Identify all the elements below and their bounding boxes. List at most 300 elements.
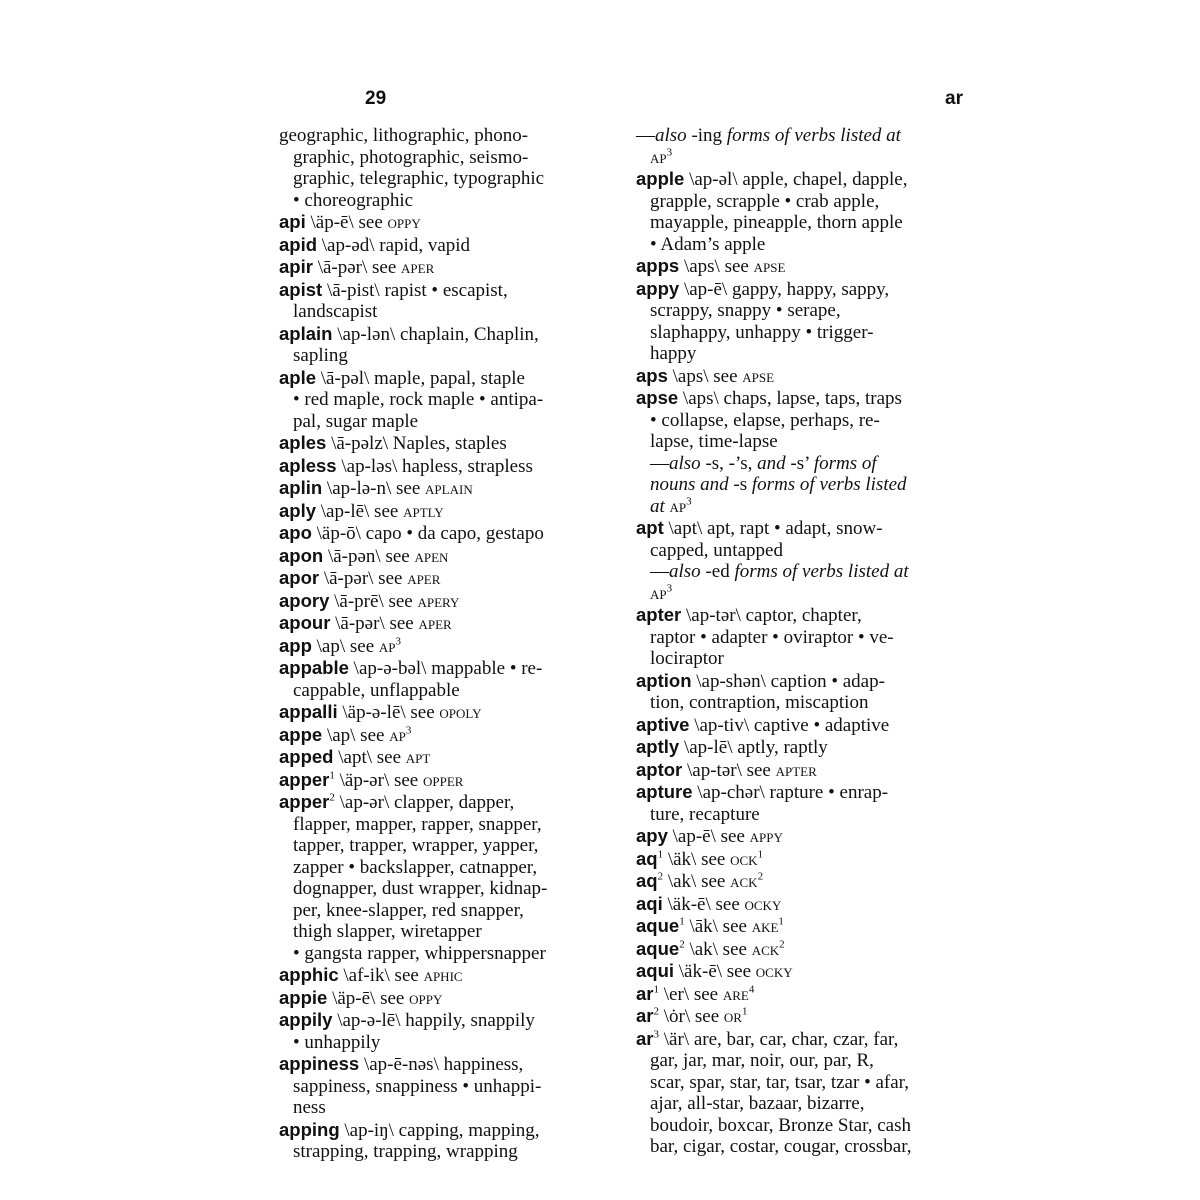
- headword: aplain: [279, 322, 333, 344]
- entry-text: • Adam’s apple: [650, 233, 766, 255]
- dictionary-entry: [279, 125, 619, 211]
- entry-line: [279, 680, 619, 702]
- headword: apps: [636, 255, 680, 276]
- cross-reference: aper: [407, 568, 441, 589]
- entry-line: [279, 256, 619, 279]
- entry-text: \ā-pər\ see: [312, 257, 402, 278]
- entry-text: —: [636, 125, 655, 146]
- headword: apour: [279, 612, 331, 633]
- entry-line: [279, 345, 619, 367]
- cross-reference: aplain: [425, 478, 473, 499]
- entry-line: [636, 627, 976, 649]
- dictionary-entry: [636, 825, 976, 848]
- entry-line: [279, 1032, 619, 1054]
- entry-text: —: [650, 561, 669, 582]
- dictionary-entry: [279, 234, 619, 257]
- entry-line: [636, 781, 976, 804]
- dictionary-entry: [279, 612, 619, 635]
- entry-line: [636, 343, 976, 365]
- headword: aptive: [636, 713, 690, 735]
- entry-line: [636, 365, 976, 388]
- headword: aqui: [636, 960, 675, 981]
- entry-text: \ap-əl\ apple, chapel, dapple,: [684, 169, 908, 190]
- cross-reference: apen: [414, 545, 449, 567]
- entry-text: -s: [728, 474, 752, 495]
- entry-line: [636, 960, 976, 983]
- entry-line: [636, 387, 976, 410]
- entry-text: landscapist: [293, 301, 378, 322]
- entry-text: zapper • backslapper, catnapper,: [293, 856, 538, 878]
- entry-text: -ing: [686, 125, 727, 146]
- dictionary-entry: [636, 255, 976, 278]
- dictionary-entry: [636, 604, 976, 670]
- entry-line: [279, 746, 619, 769]
- cross-reference: are: [722, 983, 749, 1005]
- entry-text: \äp-ō\ capo • da capo, gestapo: [311, 523, 544, 544]
- entry-line: [279, 590, 619, 613]
- entry-line: [279, 878, 619, 900]
- entry-text: \er\ see: [659, 983, 723, 1005]
- dictionary-entry: [279, 323, 619, 367]
- entry-line: [279, 635, 619, 658]
- headword: aple: [279, 366, 317, 388]
- dictionary-entry: [636, 893, 976, 916]
- cross-reference: oppy: [387, 212, 421, 233]
- dictionary-entry: [279, 211, 619, 234]
- entry-text: \ā-pər\ see: [319, 568, 408, 589]
- headword: apt: [636, 517, 664, 538]
- homograph-number: 3: [686, 495, 692, 508]
- homograph-number: 3: [666, 146, 673, 159]
- headword: api: [279, 211, 306, 232]
- headword: appe: [279, 723, 323, 745]
- entry-text: boudoir, boxcar, Bronze Star, cash: [650, 1114, 911, 1136]
- entry-text: \ap-tər\ see: [682, 759, 776, 781]
- italic-note: also: [669, 452, 701, 474]
- entry-line: [636, 496, 976, 518]
- entry-line: [279, 657, 619, 680]
- italic-note: also: [669, 561, 701, 582]
- headword: aqi: [636, 892, 663, 914]
- italic-note: forms of: [813, 452, 877, 474]
- headword: apor: [279, 567, 320, 588]
- entry-text: ajar, all-star, bazaar, bizarre,: [650, 1093, 865, 1114]
- cross-reference: or: [723, 1006, 742, 1027]
- homograph-number: 1: [657, 848, 664, 861]
- entry-line: [636, 191, 976, 213]
- cross-reference: opper: [422, 769, 464, 791]
- entry-line: [636, 147, 976, 169]
- headword: appalli: [279, 701, 338, 722]
- entry-text: -ed: [700, 561, 735, 582]
- entry-line: [636, 474, 976, 496]
- entry-line: [279, 279, 619, 302]
- dictionary-entry: [636, 670, 976, 714]
- homograph-number: 1: [653, 983, 659, 996]
- homograph-number: 1: [329, 769, 335, 782]
- cross-reference: ap: [669, 495, 687, 517]
- homograph-number: 3: [405, 724, 412, 737]
- entry-line: [636, 759, 976, 782]
- dictionary-entry: [636, 1028, 976, 1158]
- headword: apse: [636, 387, 679, 408]
- entry-line: [636, 540, 976, 562]
- entry-text: \aps\ see: [679, 256, 754, 277]
- entry-text: \ap-lən\ chaplain, Chaplin,: [332, 323, 539, 345]
- headword: aque: [636, 937, 680, 959]
- entry-text: \aps\ chaps, lapse, taps, traps: [678, 388, 902, 409]
- headword: apon: [279, 544, 324, 566]
- entry-text: —: [650, 452, 669, 474]
- entry-line: [279, 769, 619, 792]
- dictionary-entry: [279, 746, 619, 769]
- entry-text: \ap\ see: [311, 635, 379, 657]
- dictionary-entry: [636, 848, 976, 871]
- dictionary-entry: [279, 279, 619, 323]
- entry-line: [279, 921, 619, 943]
- entry-text: \ap-chər\ rapture • enrap-: [692, 782, 889, 803]
- cross-reference: ap: [650, 146, 667, 168]
- entry-line: [636, 870, 976, 893]
- dictionary-entry: [279, 477, 619, 500]
- entry-text: strapping, trapping, wrapping: [293, 1141, 518, 1162]
- entry-text: \apt\ see: [333, 747, 406, 768]
- headword: appable: [279, 657, 349, 678]
- right-column: [636, 125, 976, 1158]
- entry-text: \äp-ē\ see: [305, 212, 388, 233]
- page-number: 29: [365, 88, 387, 109]
- guide-word: ar: [945, 88, 963, 109]
- entry-text: \ap\ see: [322, 724, 390, 746]
- entry-text: \ā-pəlz\ Naples, staples: [326, 433, 507, 454]
- entry-text: sappiness, snappiness • unhappi-: [293, 1075, 542, 1097]
- entry-text: per, knee-slapper, red snapper,: [293, 899, 524, 921]
- entry-line: [636, 1005, 976, 1028]
- homograph-number: 1: [778, 915, 784, 928]
- cross-reference: aphic: [423, 965, 463, 986]
- entry-line: [279, 190, 619, 212]
- headword: aq: [636, 847, 658, 869]
- cross-reference: ap: [389, 724, 406, 746]
- entry-text: bar, cigar, costar, cougar, crossbar,: [650, 1136, 912, 1157]
- cross-reference: ocky: [744, 893, 782, 915]
- headword: aps: [636, 364, 668, 386]
- cross-reference: aptly: [403, 500, 444, 522]
- homograph-number: 2: [679, 938, 685, 951]
- entry-line: [636, 561, 976, 583]
- italic-note: also: [655, 125, 687, 146]
- entry-text: \äk-ē\ see: [662, 893, 745, 915]
- entry-line: [279, 125, 619, 147]
- headword: app: [279, 634, 312, 656]
- entry-line: [636, 848, 976, 871]
- entry-line: [636, 168, 976, 191]
- cross-reference: ack: [751, 938, 780, 960]
- entry-text: • unhappily: [293, 1031, 381, 1053]
- homograph-number: 4: [748, 983, 755, 996]
- dictionary-entry: [279, 635, 619, 658]
- left-column: [279, 125, 619, 1163]
- headword: ar: [636, 1027, 654, 1049]
- dictionary-entry: [636, 781, 976, 825]
- headword: apper: [279, 791, 330, 812]
- dictionary-entry: [636, 915, 976, 938]
- entry-text: \ap-ər\ clapper, dapper,: [334, 792, 515, 813]
- entry-line: [279, 1076, 619, 1098]
- entry-line: [636, 1136, 976, 1158]
- cross-reference: apery: [417, 590, 460, 612]
- headword: aples: [279, 432, 327, 453]
- dictionary-entry: [279, 522, 619, 545]
- entry-text: \ā-pən\ see: [323, 545, 415, 567]
- headword: aption: [636, 669, 692, 691]
- entry-text: ness: [293, 1097, 326, 1118]
- entry-line: [636, 234, 976, 256]
- dictionary-entry: [636, 517, 976, 604]
- headword: apy: [636, 825, 668, 846]
- entry-line: [279, 211, 619, 234]
- headword: apphic: [279, 964, 339, 985]
- dictionary-entry: [279, 500, 619, 523]
- entry-text: grapple, scrapple • crab apple,: [650, 190, 880, 212]
- entry-line: [636, 410, 976, 432]
- cross-reference: oppy: [409, 987, 443, 1009]
- dictionary-entry: [279, 701, 619, 724]
- dictionary-entry: [636, 278, 976, 365]
- entry-line: [279, 323, 619, 346]
- entry-line: [279, 857, 619, 879]
- entry-text: geographic, lithographic, phono-: [279, 125, 529, 146]
- headword: apter: [636, 604, 682, 625]
- dictionary-entry: [279, 455, 619, 478]
- entry-line: [279, 301, 619, 323]
- dictionary-entry: [636, 759, 976, 782]
- entry-line: [279, 943, 619, 965]
- cross-reference: aper: [418, 613, 452, 634]
- cross-reference: ap: [378, 635, 396, 657]
- entry-text: • choreographic: [293, 189, 414, 211]
- italic-note: nouns and: [650, 474, 729, 495]
- dictionary-entry: [279, 1053, 619, 1119]
- italic-note: forms of verbs listed at: [734, 561, 909, 582]
- headword: apped: [279, 746, 334, 767]
- entry-text: scar, spar, star, tar, tsar, tzar • afar,: [650, 1071, 909, 1093]
- entry-line: [279, 1119, 619, 1142]
- cross-reference: apse: [742, 365, 775, 387]
- dictionary-entry: [636, 387, 976, 517]
- entry-text: tapper, trapper, wrapper, yapper,: [293, 835, 539, 856]
- homograph-number: 2: [653, 1005, 659, 1018]
- entry-line: [279, 1141, 619, 1163]
- entry-line: [636, 893, 976, 916]
- entry-text: raptor • adapter • oviraptor • ve-: [650, 626, 894, 648]
- entry-text: \ȯr\ see: [659, 1006, 724, 1027]
- italic-note: at: [650, 495, 670, 517]
- homograph-number: 1: [757, 848, 764, 861]
- entry-line: [636, 1050, 976, 1072]
- entry-line: [636, 804, 976, 826]
- italic-note: forms of verbs listed: [751, 474, 907, 495]
- dictionary-entry: [279, 769, 619, 792]
- entry-text: \ap-lē\ see: [316, 500, 404, 522]
- entry-text: • gangsta rapper, whippersnapper: [293, 942, 546, 964]
- cross-reference: opoly: [439, 702, 482, 723]
- entry-text: lapse, time-lapse: [650, 431, 778, 452]
- entry-text: \ap-lə-n\ see: [322, 478, 426, 499]
- headword: apir: [279, 256, 313, 277]
- homograph-number: 2: [657, 870, 664, 883]
- dictionary-entry: [636, 365, 976, 388]
- entry-text: graphic, telegraphic, typographic: [293, 168, 545, 189]
- entry-line: [279, 612, 619, 635]
- entry-text: slaphappy, unhappy • trigger-: [650, 321, 874, 343]
- entry-text: \ā-pər\ see: [330, 613, 419, 634]
- entry-text: \äk-ē\ see: [674, 961, 756, 982]
- headword: aque: [636, 915, 680, 936]
- entry-line: [279, 567, 619, 590]
- entry-line: [279, 701, 619, 724]
- entry-text: \af-ik\ see: [338, 965, 424, 986]
- headword: ar: [636, 1005, 654, 1026]
- entry-text: \äp-ə-lē\ see: [337, 702, 440, 723]
- entry-text: \ap-tiv\ captive • adaptive: [689, 714, 890, 736]
- headword: apist: [279, 278, 323, 300]
- entry-text: mayapple, pineapple, thorn apple: [650, 212, 903, 233]
- headword: apping: [279, 1118, 340, 1140]
- italic-note: and: [757, 452, 786, 474]
- entry-line: [279, 545, 619, 568]
- entry-line: [636, 453, 976, 475]
- entry-text: tion, contraption, miscaption: [650, 692, 869, 713]
- entry-line: [279, 1009, 619, 1032]
- italic-note: forms of verbs listed at: [726, 125, 901, 146]
- entry-text: \ā-pist\ rapist • escapist,: [322, 279, 508, 301]
- headword: apless: [279, 454, 337, 476]
- entry-text: \āk\ see: [684, 916, 752, 937]
- entry-line: [636, 692, 976, 714]
- headword: ar: [636, 982, 654, 1004]
- cross-reference: ack: [730, 871, 758, 892]
- entry-line: [636, 1028, 976, 1051]
- entry-line: [279, 987, 619, 1010]
- entry-text: \ap-iŋ\ capping, mapping,: [339, 1119, 540, 1141]
- cross-reference: apse: [753, 256, 786, 277]
- homograph-number: 2: [779, 938, 785, 951]
- entry-line: [279, 1053, 619, 1076]
- dictionary-entry: [279, 567, 619, 590]
- entry-line: [636, 604, 976, 627]
- headword: aplin: [279, 477, 323, 498]
- headword: aq: [636, 870, 658, 891]
- entry-line: [636, 938, 976, 961]
- entry-text: \ap-ē-nəs\ happiness,: [359, 1054, 524, 1075]
- entry-line: [279, 367, 619, 390]
- entry-text: pal, sugar maple: [293, 410, 419, 432]
- entry-line: [636, 583, 976, 605]
- dictionary-entry: [636, 870, 976, 893]
- headword: appily: [279, 1009, 333, 1030]
- entry-text: \ap-ə-lē\ happily, snappily: [332, 1010, 535, 1031]
- entry-text: sapling: [293, 345, 348, 366]
- entry-text: \ak\ see: [663, 871, 731, 892]
- entry-line: [636, 125, 976, 147]
- homograph-number: 2: [329, 791, 335, 804]
- entry-line: [279, 477, 619, 500]
- entry-text: -s, -’s,: [700, 452, 758, 474]
- entry-text: \ap-ə-bəl\ mappable • re-: [348, 658, 543, 679]
- headword: aptly: [636, 736, 680, 757]
- entry-text: \ap-shən\ caption • adap-: [691, 670, 885, 692]
- entry-text: flapper, mapper, rapper, snapper,: [293, 813, 542, 835]
- cross-reference: ock: [730, 848, 758, 870]
- dictionary-entry: [279, 256, 619, 279]
- entry-text: \ap-tər\ captor, chapter,: [681, 605, 862, 626]
- headword: apo: [279, 522, 312, 543]
- entry-text: \ak\ see: [684, 938, 752, 960]
- dictionary-entry: [279, 724, 619, 747]
- entry-line: [279, 147, 619, 169]
- entry-line: [279, 791, 619, 814]
- entry-line: [279, 724, 619, 747]
- entry-line: [279, 964, 619, 987]
- entry-text: \äk\ see: [663, 848, 731, 870]
- entry-line: [279, 835, 619, 857]
- entry-line: [636, 212, 976, 234]
- dictionary-entry: [279, 367, 619, 433]
- entry-text: \aps\ see: [667, 365, 743, 387]
- entry-text: cappable, unflappable: [293, 679, 460, 701]
- entry-line: [279, 500, 619, 523]
- homograph-number: 1: [741, 1005, 748, 1018]
- entry-text: • collapse, elapse, perhaps, re-: [650, 409, 880, 431]
- entry-text: gar, jar, mar, noir, our, par, R,: [650, 1050, 874, 1071]
- dictionary-entry: [279, 590, 619, 613]
- entry-line: [279, 1097, 619, 1119]
- entry-text: capped, untapped: [650, 539, 783, 561]
- entry-text: • red maple, rock maple • antipa-: [293, 389, 544, 410]
- entry-text: \ā-pəl\ maple, papal, staple: [316, 367, 525, 389]
- cross-reference: ocky: [755, 961, 793, 982]
- dictionary-entry: [636, 168, 976, 255]
- entry-text: \ap-ē\ see: [667, 826, 750, 847]
- homograph-number: 3: [395, 635, 402, 648]
- entry-line: [636, 736, 976, 759]
- dictionary-entry: [636, 736, 976, 759]
- entry-text: lociraptor: [650, 648, 724, 669]
- headword: apory: [279, 589, 330, 611]
- cross-reference: apter: [775, 759, 817, 781]
- headword: apper: [279, 768, 330, 790]
- homograph-number: 3: [653, 1028, 659, 1041]
- entry-line: [636, 300, 976, 322]
- dictionary-entry: [636, 714, 976, 737]
- entry-line: [279, 814, 619, 836]
- dictionary-entry: [636, 960, 976, 983]
- dictionary-entry: [279, 545, 619, 568]
- dictionary-entry: [279, 432, 619, 455]
- cross-reference: aper: [401, 257, 435, 278]
- entry-line: [279, 522, 619, 545]
- headword: apture: [636, 781, 693, 802]
- entry-text: \äp-ər\ see: [334, 769, 423, 791]
- homograph-number: 1: [679, 915, 685, 928]
- entry-line: [279, 168, 619, 190]
- headword: apple: [636, 168, 685, 189]
- entry-line: [279, 432, 619, 455]
- entry-line: [636, 1115, 976, 1137]
- cross-reference: ake: [751, 916, 779, 937]
- dictionary-entry: [636, 983, 976, 1006]
